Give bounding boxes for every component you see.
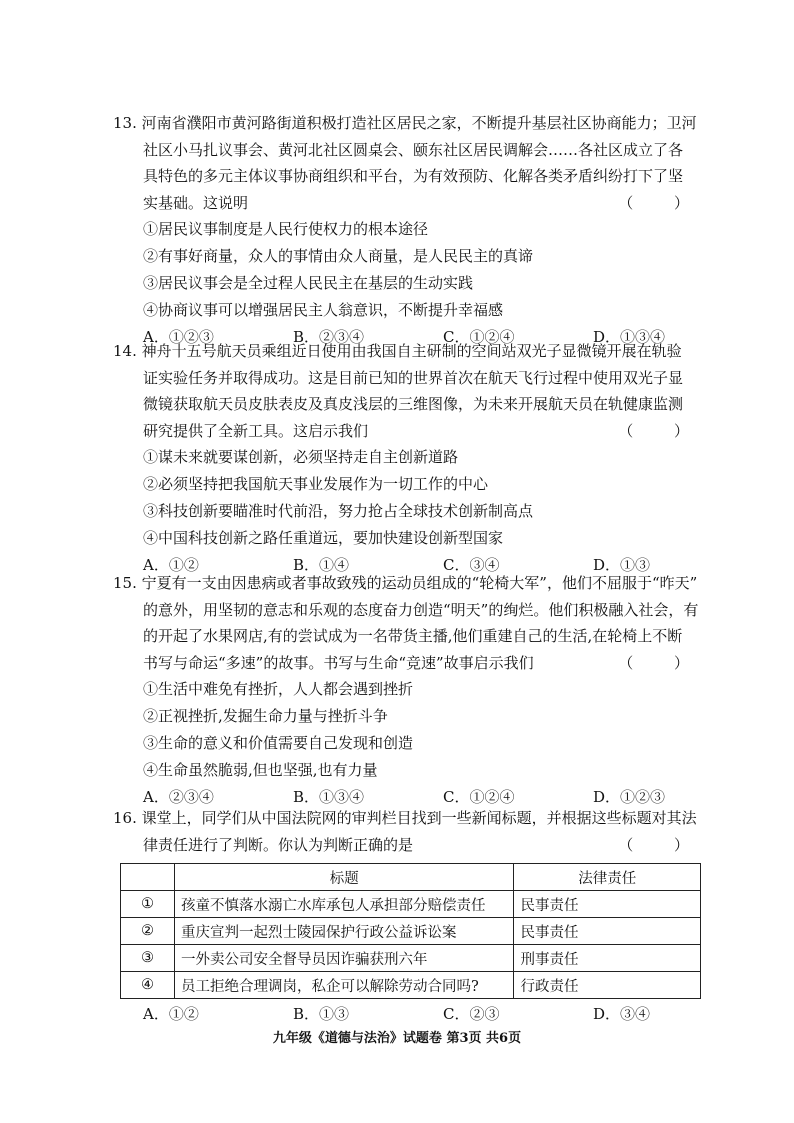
q15-line3: 的开起了水果网店,有的尝试成为一名带货主播,他们重建自己的生活,在轮椅上不断 [143, 627, 683, 645]
q15-line1: 15. 宁夏有一支由因患病或者事故致残的运动员组成的“轮椅大军”，他们不屈服于“昨天” [113, 574, 698, 592]
table-header-responsibility: 法律责任 [514, 864, 701, 891]
q14-line3: 微镜获取航天员皮肤表皮及真皮浅层的三维图像，为未来开展航天员在轨健康监测 [143, 395, 684, 413]
q13-option-2: ②有事好商量，众人的事情由众人商量，是人民民主的真谛 [143, 247, 534, 265]
table-header-row [121, 864, 701, 891]
row-number: ① [121, 891, 175, 918]
q15-option-4: ④生命虽然脆弱,但也坚强,也有力量 [143, 761, 378, 779]
q14-line2: 证实验任务并取得成功。这是目前已知的世界首次在航天飞行过程中使用双光子显 [143, 368, 684, 387]
q16-choice-c: C．②③ [443, 1005, 500, 1023]
q14-line1: 14. 神舟十五号航天员乘组近日使用由我国自主研制的空间站双光子显微镜开展在轨验 [113, 342, 682, 360]
q13-answer-paren: （ ） [618, 193, 707, 212]
q14-answer-paren: （ ） [618, 421, 707, 440]
q13-option-4: ④协商议事可以增强居民主人翁意识，不断提升幸福感 [143, 301, 504, 319]
q16-line1: 16. 课堂上，同学们从中国法院网的审判栏目找到一些新闻标题，并根据这些标题对其法 [113, 809, 697, 827]
row-responsibility: 刑事责任 [514, 945, 701, 972]
q14-option-3: ③科技创新要瞄准时代前沿，努力抢占全球技术创新制高点 [143, 502, 534, 520]
q13-line3: 具特色的多元主体议事协商组织和平台，为有效预防、化解各类矛盾纠纷打下了坚 [143, 167, 684, 185]
q15-option-3: ③生命的意义和价值需要自己发现和创造 [143, 734, 414, 752]
row-responsibility: 民事责任 [514, 891, 701, 918]
q16-choice-d: D．③④ [593, 1005, 651, 1023]
table-header-title: 标题 [175, 864, 514, 891]
page-footer: 九年级《道德与法治》试题卷 第3页 共6页 [272, 1031, 522, 1046]
q13-choice-d: D．①③④ [593, 328, 666, 346]
q16-choice-b: B．①③ [293, 1005, 350, 1023]
legal-responsibility-table [120, 863, 701, 999]
q13-option-1: ①居民议事制度是人民行使权力的根本途径 [143, 220, 429, 238]
q13-choice-c: C．①②④ [443, 328, 515, 346]
row-responsibility: 民事责任 [514, 918, 701, 945]
q14-option-1: ①谋未来就要谋创新，必须坚持走自主创新道路 [143, 448, 459, 466]
q13-choice-a: A．①②③ [143, 328, 214, 346]
q14-choice-a: A．①② [143, 556, 199, 574]
q14-line4: 研究提供了全新工具。这启示我们 [143, 421, 369, 440]
q15-choice-d: D．①②③ [593, 788, 666, 806]
q13-line2: 社区小马扎议事会、黄河北社区圆桌会、颐东社区居民调解会……各社区成立了各 [143, 140, 684, 159]
q15-option-2: ②正视挫折,发掘生命力量与挫折斗争 [143, 707, 388, 725]
q16-answer-paren: （ ） [618, 835, 707, 854]
q13-choice-b: B．②③④ [293, 328, 365, 346]
row-number: ③ [121, 945, 175, 972]
table-row [121, 972, 701, 999]
q15-line4: 书写与命运“多速”的故事。书写与生命“竞速”故事启示我们 [143, 653, 534, 672]
table-header-no [121, 864, 175, 891]
q14-option-2: ②必须坚持把我国航天事业发展作为一切工作的中心 [143, 475, 489, 493]
row-title: 孩童不慎落水溺亡水库承包人承担部分赔偿责任 [175, 891, 514, 918]
table-row [121, 945, 701, 972]
q15-line2: 的意外，用坚韧的意志和乐观的态度奋力创造“明天”的绚烂。他们积极融入社会，有 [143, 600, 699, 619]
q15-choice-a: A．②③④ [143, 788, 214, 806]
q14-option-4: ④中国科技创新之路任重道远，要加快建设创新型国家 [143, 529, 504, 547]
q16-choice-a: A．①② [143, 1005, 199, 1023]
table-row [121, 891, 701, 918]
row-title: 重庆宣判一起烈士陵园保护行政公益诉讼案 [175, 918, 514, 945]
q16-choices [143, 1003, 683, 1027]
q16-line2: 律责任进行了判断。你认为判断正确的是 [143, 835, 414, 854]
question-14 [113, 338, 713, 579]
q14-choice-b: B．①④ [293, 556, 350, 574]
row-title: 一外卖公司安全督导员因诈骗获刑六年 [175, 945, 514, 972]
question-16 [113, 805, 713, 858]
q14-choice-d: D．①③ [593, 556, 651, 574]
q15-answer-paren: （ ） [618, 653, 707, 672]
q13-line1: 13. 河南省濮阳市黄河路街道积极打造社区居民之家，不断提升基层社区协商能力；卫河 [113, 114, 697, 132]
row-responsibility: 行政责任 [514, 972, 701, 999]
q15-choice-b: B．①③④ [293, 788, 365, 806]
q13-option-3: ③居民议事会是全过程人民民主在基层的生动实践 [143, 274, 474, 292]
q14-choice-c: C．③④ [443, 556, 500, 574]
q13-line4: 实基础。这说明 [143, 193, 249, 212]
row-title: 员工拒绝合理调岗，私企可以解除劳动合同吗? [175, 972, 514, 999]
row-number: ④ [121, 972, 175, 999]
q15-option-1: ①生活中难免有挫折，人人都会遇到挫折 [143, 680, 414, 698]
question-13 [113, 110, 713, 351]
row-number: ② [121, 918, 175, 945]
table-row [121, 918, 701, 945]
q15-choice-c: C．①②④ [443, 788, 515, 806]
question-15 [113, 570, 713, 811]
